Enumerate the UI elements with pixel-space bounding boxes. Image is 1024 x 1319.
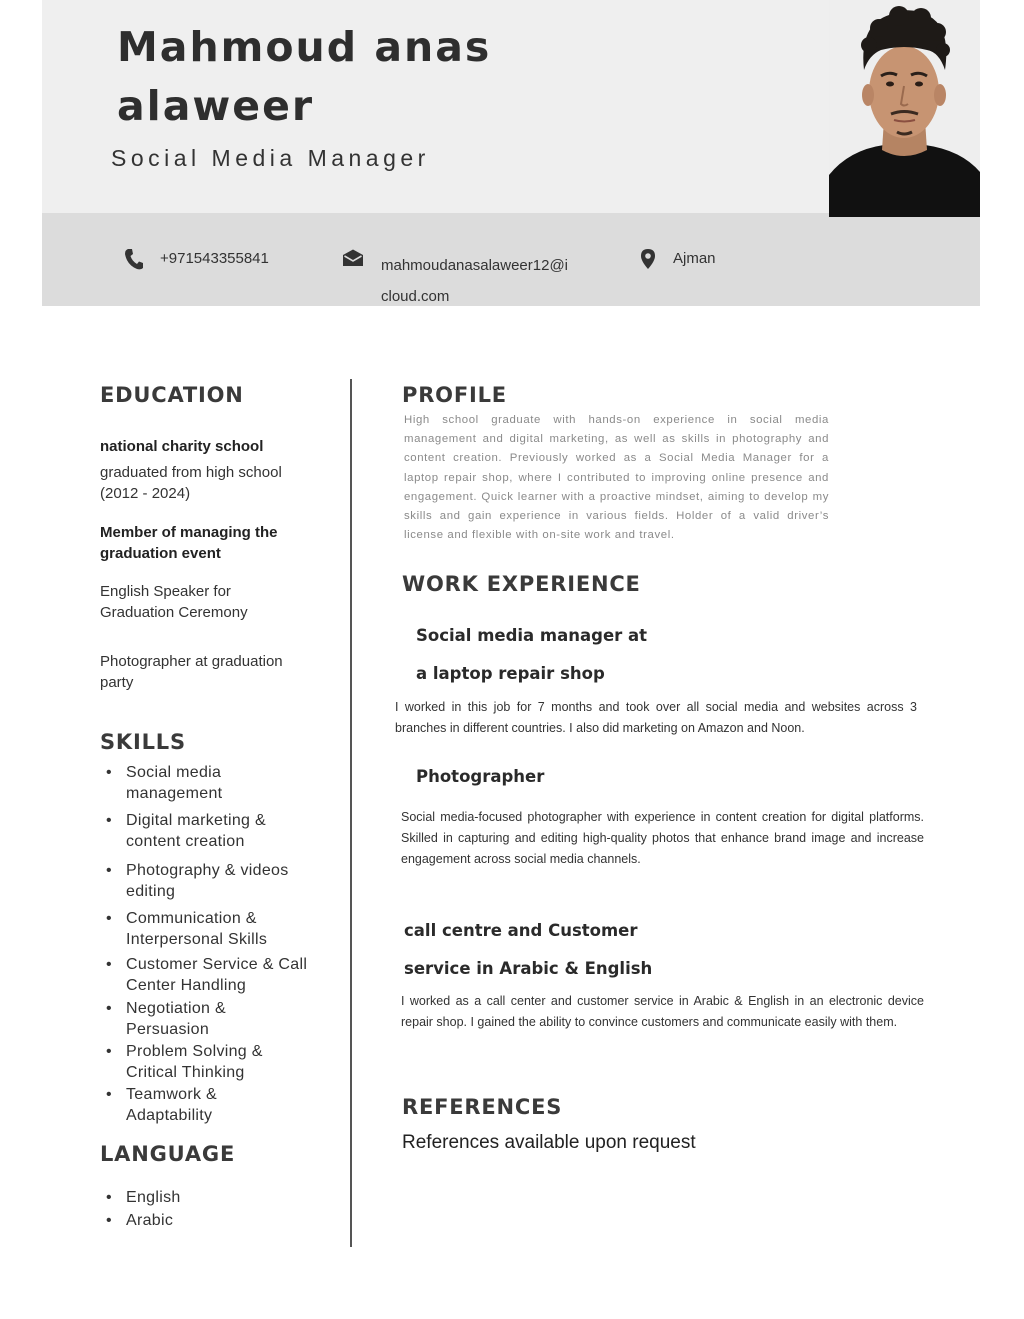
language-heading: LANGUAGE (100, 1142, 236, 1166)
job-role: Social Media Manager (111, 145, 430, 171)
profile-photo (829, 0, 980, 217)
email-line-1: mahmoudanasalaweer12@i (381, 257, 569, 274)
references-heading: REFERENCES (402, 1095, 563, 1119)
column-divider (350, 379, 352, 1247)
job-description: I worked in this job for 7 months and took over all social media and websites across 3 branches in different countries. I also did marketing on Amazon and Noon. (395, 700, 917, 735)
name-line-2: alaweer (117, 82, 315, 130)
candidate-name (117, 18, 491, 136)
job-title-line-2: service in Arabic & English (404, 959, 653, 978)
list-item: • Negotiation & Persuasion (100, 998, 340, 1040)
email-address[interactable] (381, 250, 568, 312)
references-text: References available upon request (402, 1132, 696, 1153)
job-description: I worked as a call center and customer service in Arabic & English in an electronic device repair shop. I gained the ability to convince customers and communicate easily with them. (401, 994, 924, 1029)
skills-heading: SKILLS (100, 730, 186, 754)
envelope-icon (342, 249, 364, 267)
education-member-line-1: Member of managing the (100, 524, 278, 541)
education-heading: EDUCATION (100, 383, 244, 407)
language-list (100, 1187, 300, 1231)
list-item: • Teamwork & Adaptability (100, 1084, 340, 1126)
list-item: • English (100, 1187, 300, 1208)
list-item: • Photography & videos editing (100, 860, 340, 902)
education-member (100, 522, 278, 564)
email-line-2: cloud.com (381, 288, 450, 305)
location-pin-icon (640, 248, 656, 270)
education-photographer (100, 651, 283, 693)
education-speaker-line-1: English Speaker for (100, 583, 231, 600)
profile-summary: High school graduate with hands-on experience in social media management and digital marketing, as well as skills in photography and content creation. Previously worked as a Social Media Manager for a laptop repair shop, where I contributed to improving online presence and engagement. Quick learner with a proactive mindset, aiming to develop my skills and gain experience in various fields. Holder of a valid driver’s license and flexible with on-site work and travel. (404, 414, 829, 542)
education-photographer-line-1: Photographer at graduation (100, 653, 283, 670)
education-detail-line-1: graduated from high school (100, 464, 282, 481)
education-member-line-2: graduation event (100, 545, 221, 562)
name-line-1: Mahmoud anas (117, 23, 492, 71)
job-title (416, 617, 647, 693)
phone-icon (124, 248, 144, 270)
job-title-line-2: a laptop repair shop (416, 664, 605, 683)
education-detail-line-2: (2012 - 2024) (100, 485, 191, 502)
list-item: • Arabic (100, 1210, 300, 1231)
job-title (404, 912, 652, 988)
job-title: Photographer (416, 767, 545, 786)
job-title-line-1: Social media manager at (416, 626, 648, 645)
list-item: • Social media management (100, 762, 340, 804)
job-description: Social media-focused photographer with experience in content creation for digital platforms. Skilled in capturing and editing high-quality photos that enhance brand image and increase engagement across social media channels. (401, 810, 924, 866)
education-speaker (100, 581, 248, 623)
skills-list (100, 762, 340, 1126)
list-item: • Digital marketing & content creation (100, 810, 340, 852)
list-item: • Communication & Interpersonal Skills (100, 908, 340, 950)
job-title-line-1: call centre and Customer (404, 921, 638, 940)
education-school: national charity school (100, 438, 264, 455)
list-item: • Problem Solving & Critical Thinking (100, 1041, 340, 1083)
education-detail (100, 462, 282, 504)
education-photographer-line-2: party (100, 674, 134, 691)
list-item: • Customer Service & Call Center Handling (100, 954, 340, 996)
location: Ajman (673, 250, 716, 267)
phone-number[interactable]: +971543355841 (160, 250, 269, 267)
education-speaker-line-2: Graduation Ceremony (100, 604, 248, 621)
profile-heading: PROFILE (402, 383, 507, 407)
work-experience-heading: WORK EXPERIENCE (402, 572, 641, 596)
